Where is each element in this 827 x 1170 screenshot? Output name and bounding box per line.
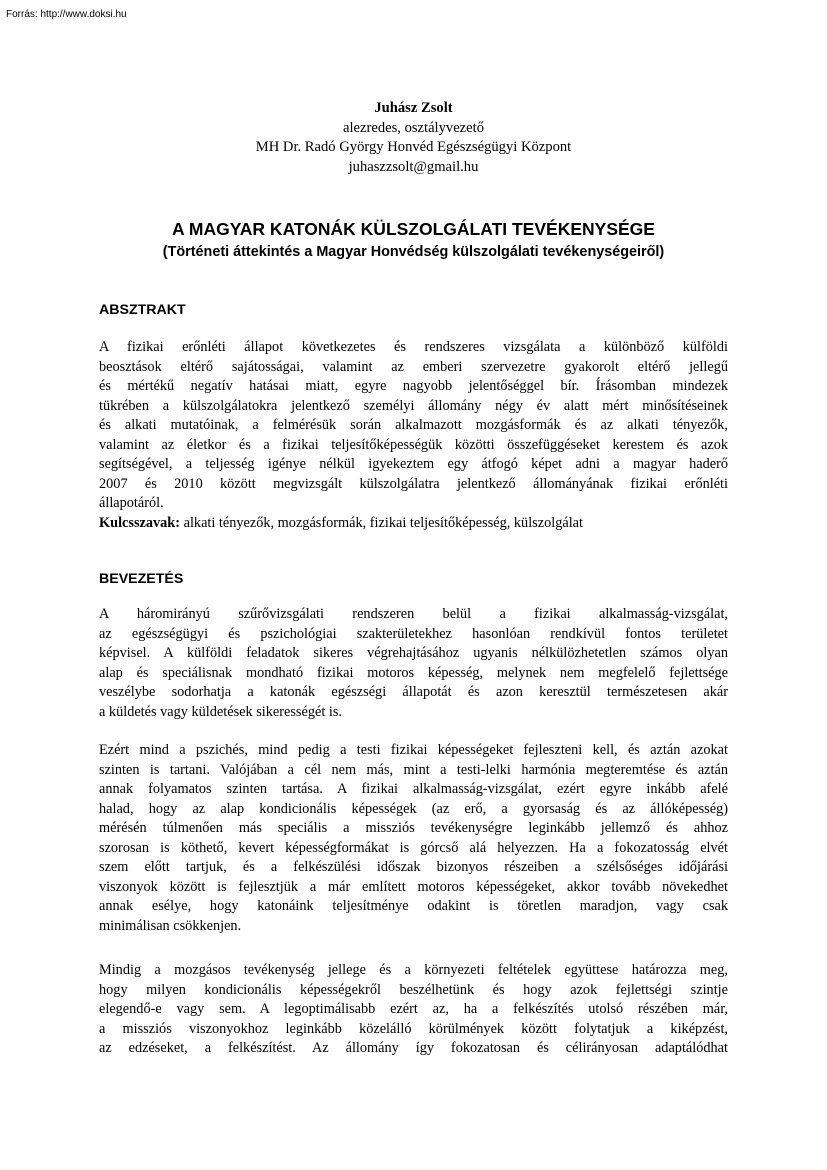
abstract-line: segítségével, a teljesség igénye nélkül igyekeztem egy átfogó képet adni a magyar haderő — [99, 456, 728, 472]
keywords-line — [99, 514, 728, 534]
intro-heading: BEVEZETÉS — [99, 571, 184, 587]
document-subtitle: (Történeti áttekintés a Magyar Honvédség külszolgálati tevékenységeiről) — [162, 244, 665, 260]
abstract-heading: ABSZTRAKT — [99, 302, 186, 318]
paragraph-line: annak esélye, hogy katonáink teljesítménye odakint is töretlen maradjon, vagy csak — [99, 898, 728, 914]
abstract-line: A fizikai erőnléti állapot következetes és rendszeres vizsgálata a különböző külföldi — [99, 339, 728, 355]
paragraph-line: elegendő-e vagy sem. A legoptimálisabb ezért az, ha a felkészítés utolsó részében már, — [99, 1001, 728, 1017]
author-name: Juhász Zsolt — [374, 100, 453, 116]
intro-paragraph-2 — [99, 741, 728, 936]
paragraph-line: alap és speciálisnak mondható fizikai motoros képesség, melynek nem megfelelő fejlettsége — [99, 664, 728, 681]
author-rank: alezredes, osztályvezető — [343, 119, 484, 136]
abstract-line: állapotáról. — [99, 495, 164, 511]
abstract-line: és mértékű negatív hatásai miatt, egyre nagyobb jelentőséggel bír. Írásomban mindezek — [99, 378, 728, 394]
source-note: Forrás: http://www.doksi.hu — [6, 9, 127, 20]
paragraph-line: szinten is tartani. Valójában a cél nem más, mint a testi-lelki harmónia megteremtése és aztán — [99, 761, 728, 778]
paragraph-line: A háromirányú szűrővizsgálati rendszeren belül a fizikai alkalmasság-vizsgálat, — [99, 606, 728, 622]
paragraph-line: szorosan is köthető, kevert képességformákat is górcső alá helyezzen. Ha a fokozatosság elvét — [99, 839, 728, 856]
paragraph-line: veszélybe sodorhatja a katonák egészségi állapotát és azon keresztül természetesen akár — [99, 684, 728, 700]
paragraph-line: mérésén túlmenően más speciális a missziós tevékenységre leginkább jellemző és ahhoz — [99, 820, 728, 836]
paragraph-line: viszonyok között is fejlesztjük a már említett motoros képességeket, akkor tovább növekedhet — [99, 878, 728, 895]
abstract-line: 2007 és 2010 között megvizsgált külszolgálatra jelentkező állományának fizikai erőnléti — [99, 475, 728, 492]
abstract-line: beosztások eltérő sajátosságai, valamint az emberi szervezetre gyakorolt eltérő jellegű — [99, 358, 728, 375]
keywords-text: alkati tényezők, mozgásformák, fizikai teljesítőképesség, külszolgálat — [180, 514, 583, 531]
abstract-line: tükrében a külszolgálatokra jelentkező személyi állomány négy év alatt mért minősítéseinek — [99, 397, 728, 414]
paragraph-line: az egészségügyi és pszichológiai szakterületekhez hasonlóan rendkívül fontos területet — [99, 625, 728, 642]
paragraph-line: az edzéseket, a felkészítést. Az állomány így fokozatosan és célirányosan adaptálódhat — [99, 1040, 728, 1056]
paragraph-line: Mindig a mozgásos tevékenység jellege és a környezeti feltételek együttese határozza meg, — [99, 962, 728, 978]
paragraph-line: képvisel. A külföldi feladatok sikeres végrehajtásához ugyanis nélkülözhetetlen számos olyan — [99, 645, 728, 661]
author-email: juhaszzsolt@gmail.hu — [348, 158, 479, 175]
intro-paragraph-1 — [99, 605, 728, 722]
paragraph-line: a küldetés vagy küldetések sikerességét is. — [99, 703, 342, 720]
abstract-paragraph — [99, 338, 728, 533]
abstract-line: valamint az életkor és a fizikai teljesítőképességük közötti összefüggéseket kerestem és azok — [99, 436, 728, 453]
intro-paragraph-3 — [99, 961, 728, 1059]
paragraph-line: hogy milyen kondicionális képességekről beszélhetünk és hogy azok fejlettségi szintje — [99, 981, 728, 998]
paragraph-line: minimálisan csökkenjen. — [99, 917, 242, 934]
paragraph-line: szem előtt tartjuk, és a felkészülési időszak bizonyos részeiben a szélsőséges időjárási — [99, 859, 728, 875]
paragraph-line: a missziós viszonyokhoz leginkább közelálló körülmények között folytatjuk a kiképzést, — [99, 1020, 728, 1037]
paragraph-line: annak folyamatos szinten tartása. A fizikai alkalmasság-vizsgálat, ezért egyre inkább afelé — [99, 781, 728, 797]
paragraph-line: halad, hogy az alap kondicionális képességek (az erő, a gyorsaság és az állóképesség) — [99, 800, 728, 817]
document-title: A MAGYAR KATONÁK KÜLSZOLGÁLATI TEVÉKENYSÉGE — [172, 219, 655, 239]
keywords-label: Kulcsszavak: — [99, 514, 181, 531]
author-block — [100, 99, 727, 177]
abstract-line: és alkati mutatóinak, a felmérésük során alkalmazott mozgásformák és az alkati tényezők, — [99, 417, 728, 433]
paragraph-line: Ezért mind a pszichés, mind pedig a testi fizikai képességeket fejleszteni kell, és aztán azokat — [99, 742, 728, 758]
author-institution: MH Dr. Radó György Honvéd Egészségügyi Központ — [255, 139, 572, 155]
